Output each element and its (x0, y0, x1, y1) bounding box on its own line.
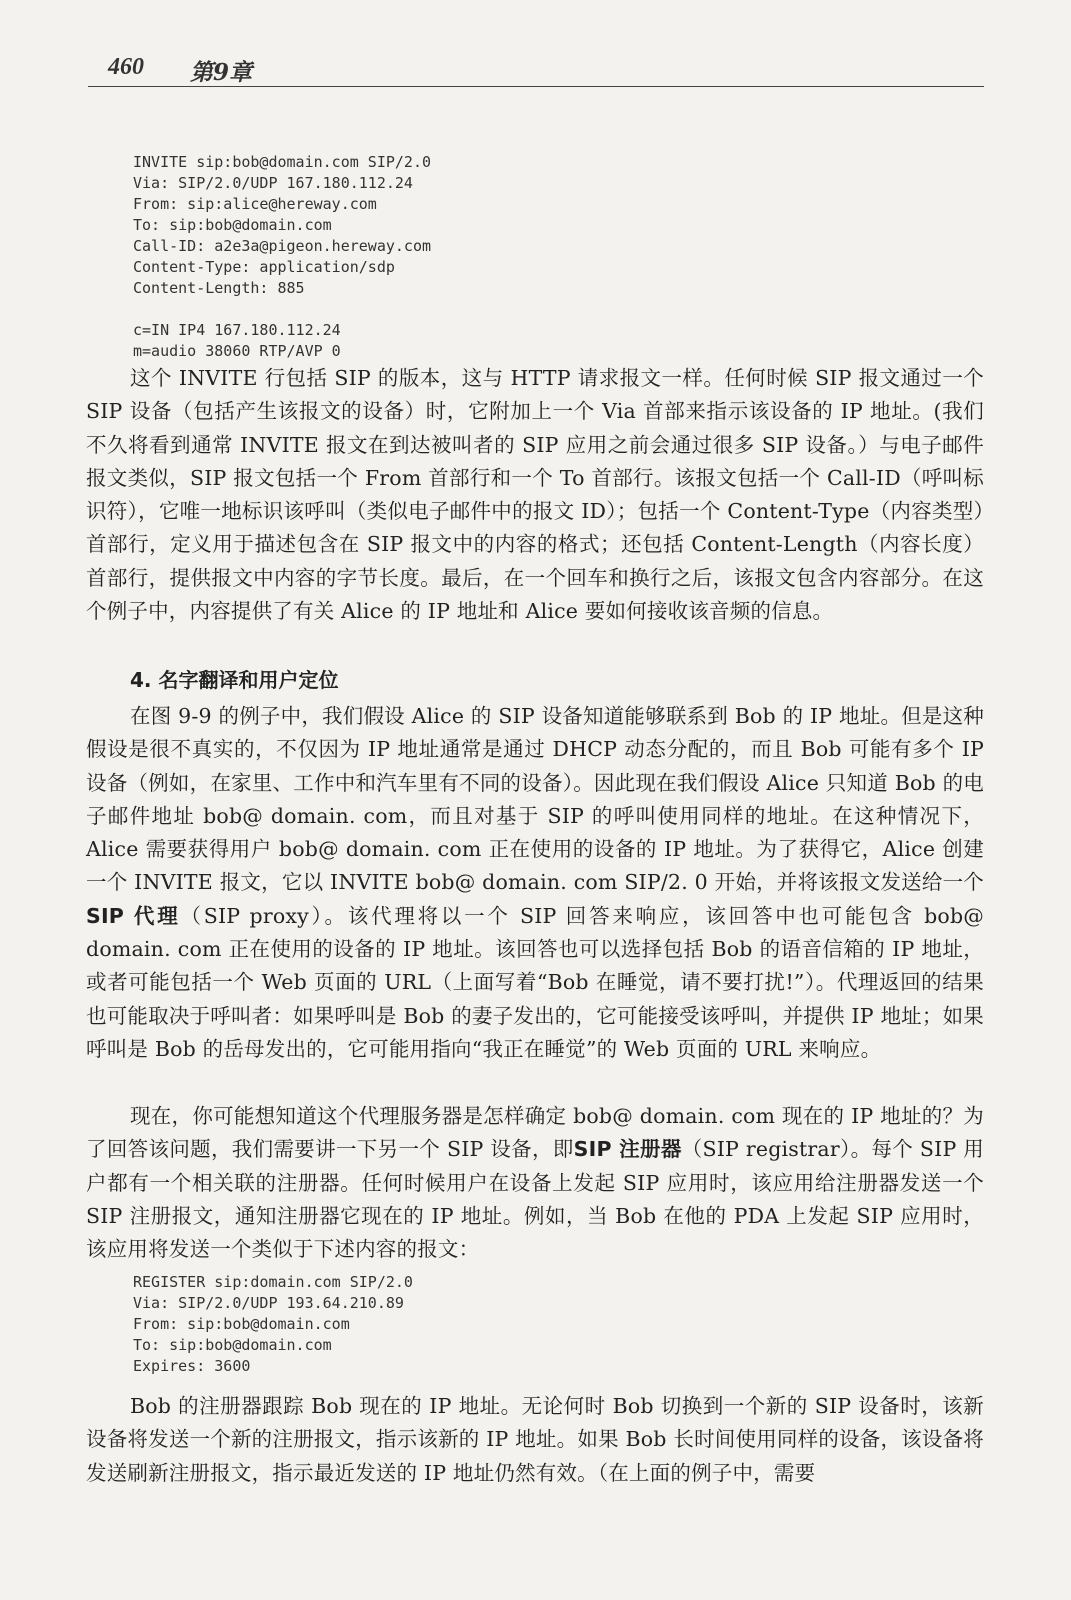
invite-message-code (133, 152, 431, 362)
paragraph-sip-registrar (86, 1100, 984, 1266)
paragraph-registrar-tracking: Bob 的注册器跟踪 Bob 现在的 IP 地址。无论何时 Bob 切换到一个新的 SIP 设备时，该新设备将发送一个新的注册报文，指示该新的 IP 地址。如果 Bob 长时间使用同样的设备，该设备将发送刷新注册报文，指示最近发送的 IP 地址仍然有效。（在上面的例子中，需要 (86, 1394, 984, 1485)
paragraph-text: 现在，你可能想知道这个代理服务器是怎样确定 bob@ domain. com 现在的 IP 地址的？为了回答该问题，我们需要讲一下另一个 SIP 设备，即 (86, 1104, 984, 1162)
paragraph-text: 在图 9-9 的例子中，我们假设 Alice 的 SIP 设备知道能够联系到 Bob 的 IP 地址。但是这种假设是很不真实的，不仅因为 IP 地址通常是通过 DHCP 动态分配的，而且 Bob 可能有多个 IP 设备（例如，在家里、工作中和汽车里有不同的设备）。因此现在我们假设 Alice 只知道 Bob 的电子邮件地址 bob@ domain. com，而且对基于 SIP 的呼叫使用同样的地址。在这种情况下，Alice 需要获得用户 bob@ domain. com 正在使用的设备的 IP 地址。为了获得它，Alice 创建一个 INVITE 报文，它以 INVITE bob@ domain. com SIP/2. 0 开始，并将该报文发送给一个 (86, 704, 984, 895)
code-line: Via: SIP/2.0/UDP 167.180.112.24 (133, 174, 413, 192)
paragraph-invite-explanation: 这个 INVITE 行包括 SIP 的版本，这与 HTTP 请求报文一样。任何时候 SIP 报文通过一个 SIP 设备（包括产生该报文的设备）时，它附加上一个 Via 首部来指示该设备的 IP 地址。(我们不久将看到通常 INVITE 报文在到达被叫者的 SIP 应用之前会通过很多 SIP 设备。）与电子邮件报文类似，SIP 报文包括一个 From 首部行和一个 To 首部行。该报文包括一个 Call-ID（呼叫标识符），它唯一地标识该呼叫（类似电子邮件中的报文 ID）；包括一个 Content-Type（内容类型）首部行，定义用于描述包含在 SIP 报文中的内容的格式；还包括 Content-Length（内容长度）首部行，提供报文中内容的字节长度。最后，在一个回车和换行之后，该报文包含内容部分。在这个例子中，内容提供了有关 Alice 的 IP 地址和 Alice 要如何接收该音频的信息。 (86, 366, 984, 624)
code-line: Call-ID: a2e3a@pigeon.hereway.com (133, 237, 432, 255)
page-header (88, 52, 984, 87)
code-line: REGISTER sip:domain.com SIP/2.0 (133, 1273, 413, 1291)
code-line: To: sip:bob@domain.com (133, 1336, 332, 1354)
code-line: Via: SIP/2.0/UDP 193.64.210.89 (133, 1294, 404, 1312)
paragraph-name-translation (86, 700, 984, 1066)
code-line: From: sip:alice@hereway.com (133, 195, 377, 213)
code-line: Content-Type: application/sdp (133, 258, 395, 276)
code-line: Content-Length: 885 (133, 279, 305, 297)
page-number: 460 (108, 54, 144, 80)
code-line: To: sip:bob@domain.com (133, 216, 332, 234)
section-heading: 4. 名字翻译和用户定位 (130, 668, 339, 692)
paragraph-text: （SIP registrar）。每个 SIP 用户都有一个相关联的注册器。任何时候用户在设备上发起 SIP 应用时，该应用给注册器发送一个 SIP 注册报文，通知注册器它现在的 IP 地址。例如，当 Bob 在他的 PDA 上发起 SIP 应用时，该应用将发送一个类似于下述内容的报文： (86, 1137, 984, 1262)
chapter-label: 第9章 (190, 59, 253, 86)
code-line: INVITE sip:bob@domain.com SIP/2.0 (133, 153, 432, 171)
paragraph-text: （SIP proxy）。该代理将以一个 SIP 回答来响应，该回答中也可能包含 bob@ domain. com 正在使用的设备的 IP 地址。该回答也可以选择包括 Bob 的语音信箱的 IP 地址，或者可能包括一个 Web 页面的 URL（上面写着“Bob 在睡觉，请不要打扰!”）。代理返回的结果也可能取决于呼叫者：如果呼叫是 Bob 的妻子发出的，它可能接受该呼叫，并提供 IP 地址；如果呼叫是 Bob 的岳母发出的，它可能用指向“我正在睡觉”的 Web 页面的 URL 来响应。 (86, 903, 984, 1061)
term-sip-registrar: SIP 注册器 (573, 1137, 682, 1162)
code-line: From: sip:bob@domain.com (133, 1315, 350, 1333)
code-line: c=IN IP4 167.180.112.24 (133, 321, 341, 339)
term-sip-proxy: SIP 代理 (86, 903, 181, 928)
register-message-code (133, 1272, 413, 1377)
code-line: m=audio 38060 RTP/AVP 0 (133, 342, 341, 360)
code-line: Expires: 3600 (133, 1357, 251, 1375)
